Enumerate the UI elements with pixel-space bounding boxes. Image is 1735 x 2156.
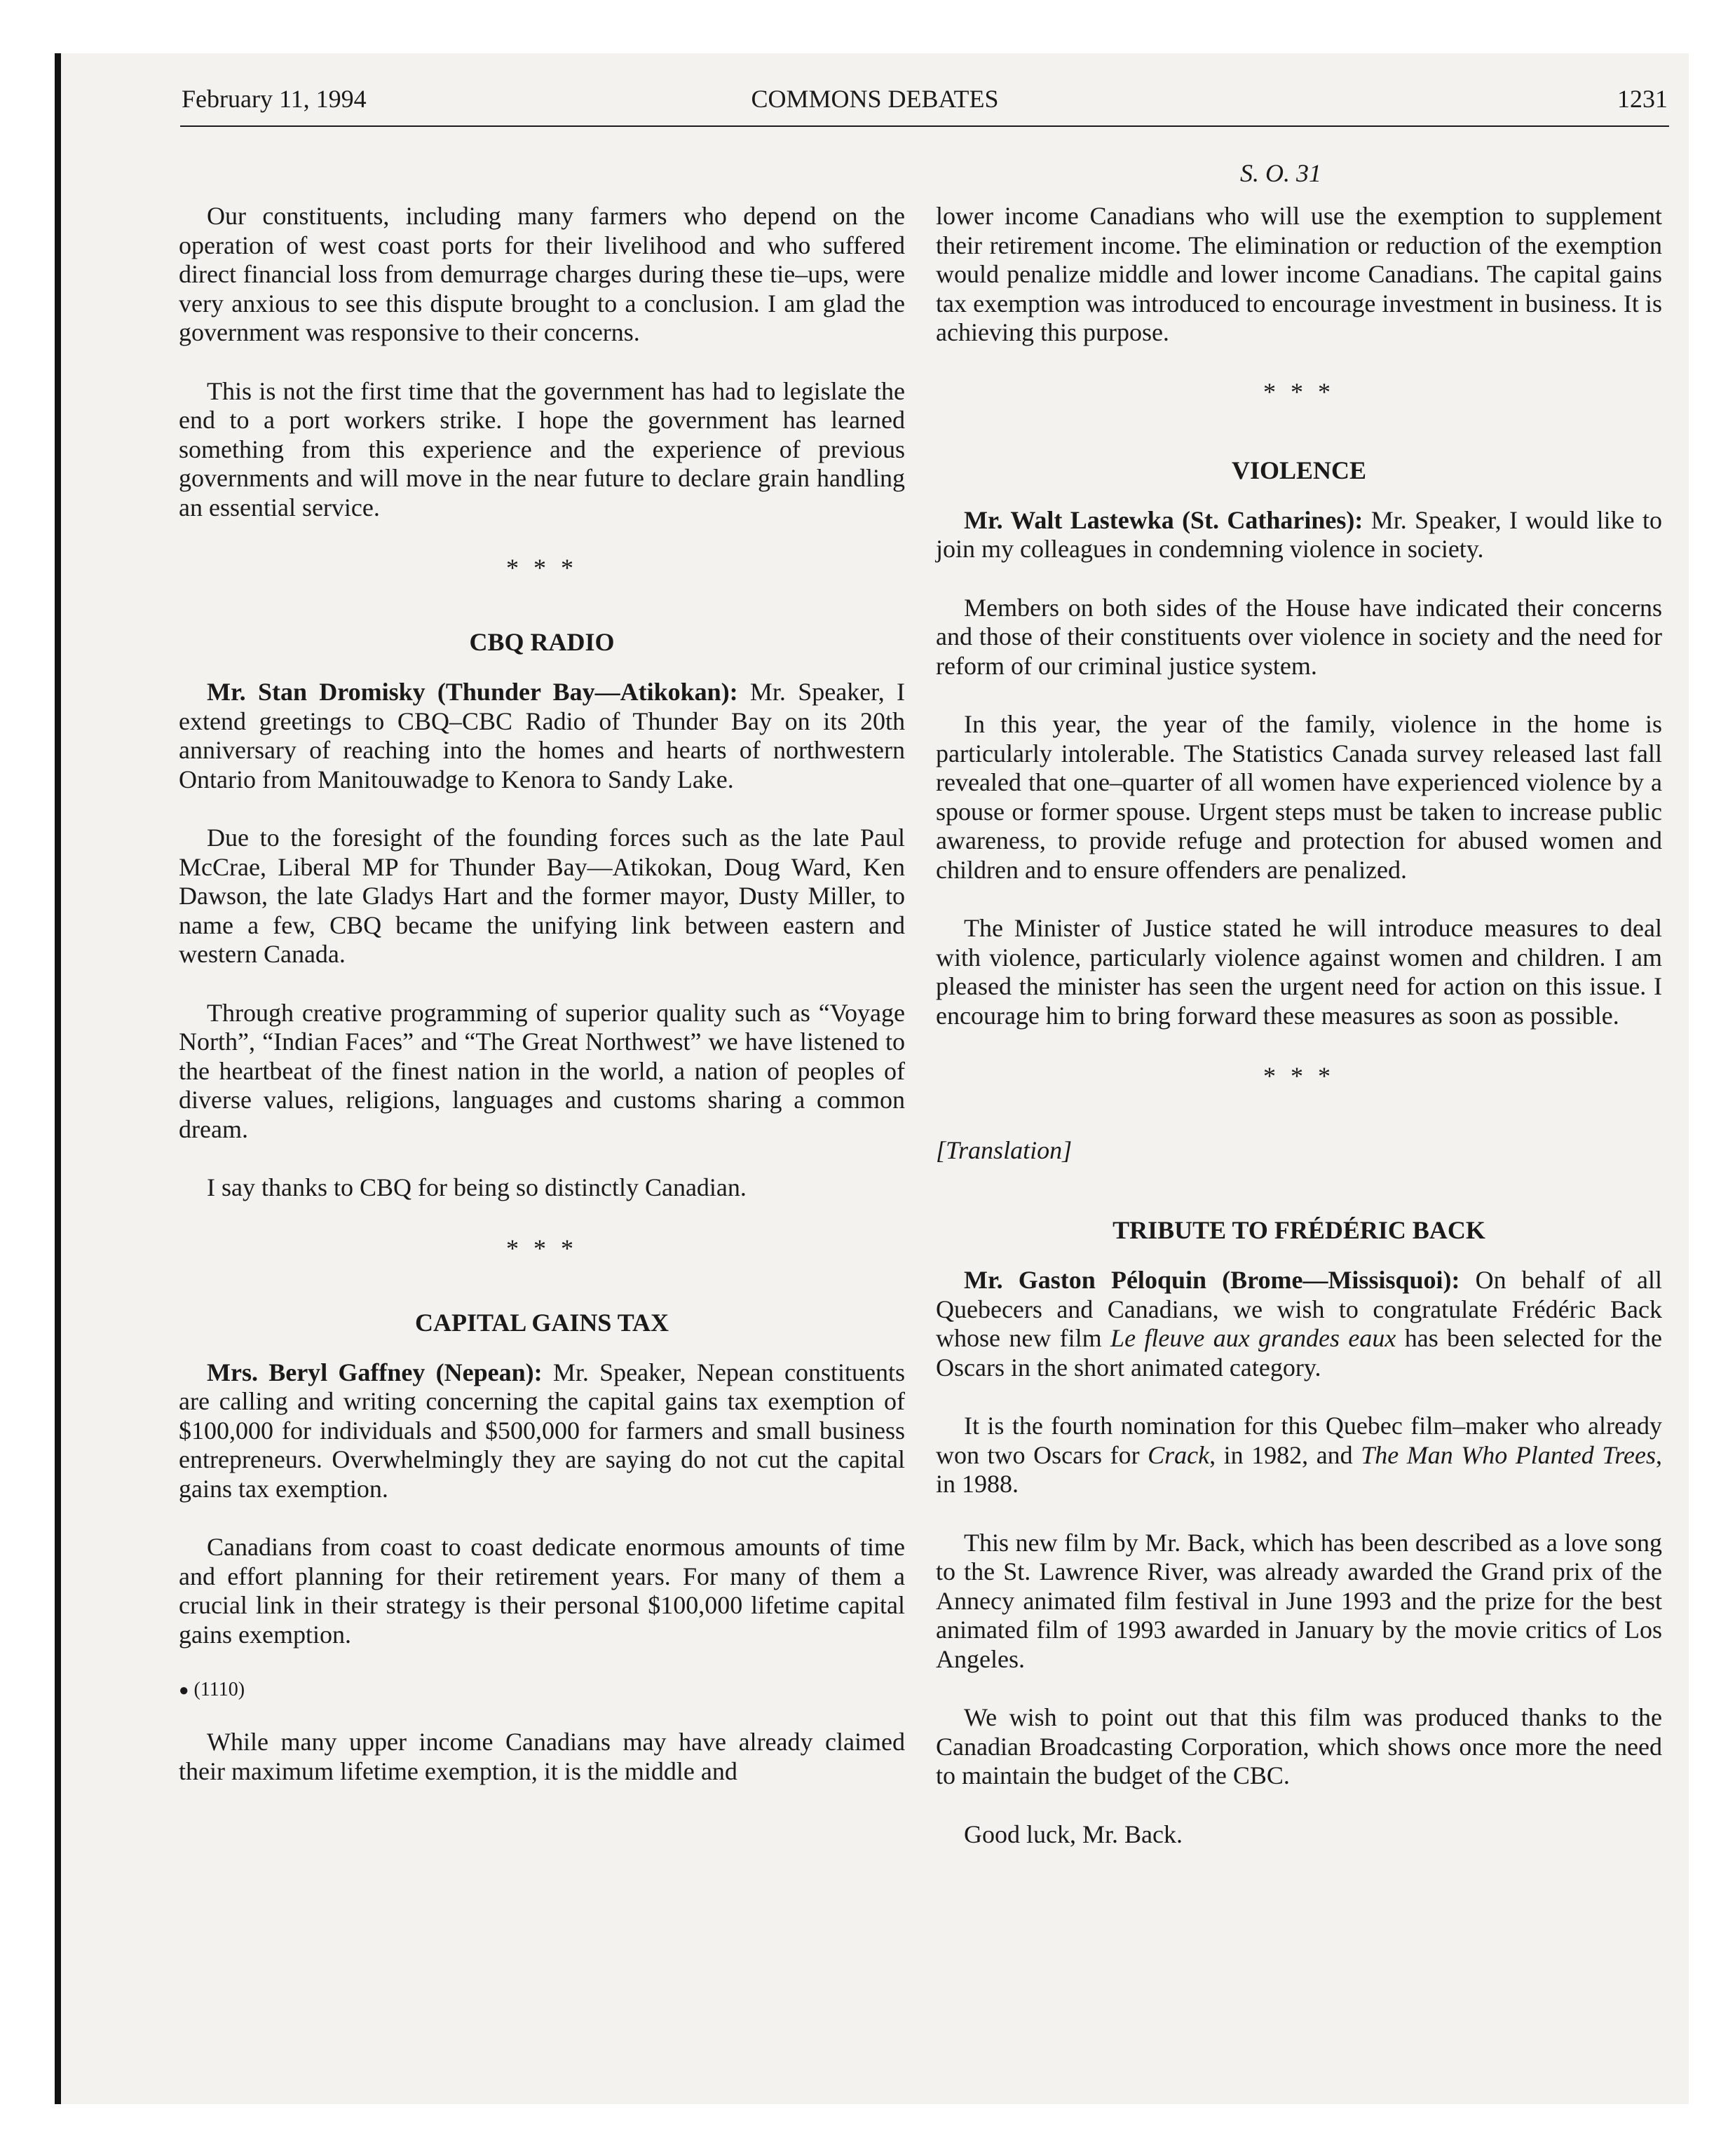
section-separator: * * * xyxy=(506,554,578,582)
film-title: Le fleuve aux grandes eaux xyxy=(1110,1324,1396,1352)
paragraph: In this year, the year of the family, violence in the home is particularly intolerable. The Statistics Canada survey released last fall revealed that one–quarter of all women have experienced violence by a spouse or former spouse. Urgent steps must be taken to increase public awareness, to provide refuge and protection for abused women and children and to ensure offenders are penalized. xyxy=(936,710,1662,884)
speech-text: Mr. Speaker, Nepean constituents are calling and writing concerning the capital gains tax exemption of $100,000 for individuals and $500,000 for farmers and small business entrepreneurs. Overwhelmingly they are saying do not cut the capital gains tax exemption. xyxy=(179,1358,906,1503)
speech-text: On behalf of all Quebecers and Canadians, we wish to congratulate Frédéric Back whose new film xyxy=(936,1266,1662,1352)
paragraph-continued: lower income Canadians who will use the exemption to supplement their retirement income. The elimination or reduction of the exemption would penalize middle and lower income Canadians. The capital gains tax exemption was introduced to encourage investment in business. It is achieving this purpose. xyxy=(936,202,1662,346)
section-separator: * * * xyxy=(1263,1062,1335,1090)
section-heading-tribute: TRIBUTE TO FRÉDÉRIC BACK xyxy=(1113,1216,1485,1244)
page-date: February 11, 1994 xyxy=(182,85,367,113)
paragraph xyxy=(936,1412,1662,1499)
section-heading-violence: VIOLENCE xyxy=(1231,456,1367,484)
bullet-icon: ● xyxy=(179,1681,189,1700)
paragraph: We wish to point out that this film was produced thanks to the Canadian Broadcasting Corporation, which shows once more the need to maintain the budget of the CBC. xyxy=(936,1703,1662,1789)
left-column xyxy=(179,202,905,1786)
paragraph: This new film by Mr. Back, which has been described as a love song to the St. Lawrence River, was already awarded the Grand prix of the Annecy animated film festival in June 1993 and the prize for the best animated film of 1993 awarded in January by the movie critics of Los Angeles. xyxy=(936,1528,1662,1673)
paragraph: The Minister of Justice stated he will introduce measures to deal with violence, particularly violence against women and children. I am pleased the minister has seen the urgent need for action on this issue. I encourage him to bring forward these measures as soon as possible. xyxy=(936,914,1662,1030)
paragraph: Through creative programming of superior quality such as “Voyage North”, “Indian Faces” and “The Great Northwest” we have listened to the heartbeat of the finest nation in the world, a nation of peoples of diverse values, religions, languages and customs sharing a common dream. xyxy=(179,998,905,1143)
speech-paragraph xyxy=(936,1266,1662,1382)
paragraph-text: , in 1988. xyxy=(936,1440,1662,1498)
paragraph: Members on both sides of the House have indicated their concerns and those of their constituents over violence in society and the need for reform of our criminal justice system. xyxy=(936,593,1662,680)
speaker-name: Mr. Gaston Péloquin (Brome—Missisquoi): xyxy=(964,1266,1460,1294)
right-column xyxy=(936,202,1662,1849)
speech-paragraph xyxy=(179,678,905,794)
paragraph: This is not the first time that the government has had to legislate the end to a port workers strike. I hope the government has learned something from this experience and the experience of previous governments and will move in the near future to declare grain handling an essential service. xyxy=(179,376,905,521)
film-title: The Man Who Planted Trees xyxy=(1361,1440,1656,1469)
paragraph-text: , in 1982, and xyxy=(1209,1440,1361,1469)
speech-paragraph xyxy=(179,1358,905,1504)
scanned-page xyxy=(55,53,1689,2104)
journal-title: COMMONS DEBATES xyxy=(751,85,999,113)
header-rule xyxy=(180,125,1669,127)
paragraph: Due to the foresight of the founding forces such as the late Paul McCrae, Liberal MP for Thunder Bay—Atikokan, Doug Ward, Ken Dawson, the late Gladys Hart and the former mayor, Dusty Miller, to name a few, CBQ became the unifying link between eastern and western Canada. xyxy=(179,824,905,968)
translation-note: [Translation] xyxy=(936,1136,1073,1164)
paragraph: I say thanks to CBQ for being so distinctly Canadian. xyxy=(207,1173,747,1201)
page-number: 1231 xyxy=(1617,85,1668,113)
section-label: S. O. 31 xyxy=(1240,159,1321,187)
speaker-name: Mr. Walt Lastewka (St. Catharines): xyxy=(964,505,1363,534)
speech-text: Mr. Speaker, I extend greetings to CBQ–CBC Radio of Thunder Bay on its 20th anniversary of reaching into the homes and hearts of northwestern Ontario from Manitouwadge to Kenora to Sandy Lake. xyxy=(179,678,906,793)
paragraph: Our constituents, including many farmers who depend on the operation of west coast ports for their livelihood and who suffered direct financial loss from demurrage charges during these tie–ups, were very anxious to see this dispute brought to a conclusion. I am glad the government was responsive to their concerns. xyxy=(179,202,905,346)
speech-paragraph xyxy=(936,506,1662,564)
section-heading-cbq-radio: CBQ RADIO xyxy=(469,628,615,656)
paragraph: While many upper income Canadians may have already claimed their maximum lifetime exemption, it is the middle and xyxy=(179,1728,905,1785)
section-separator: * * * xyxy=(1263,377,1335,406)
speaker-name: Mr. Stan Dromisky (Thunder Bay—Atikokan): xyxy=(207,678,738,706)
time-marker-text: (1110) xyxy=(193,1679,245,1700)
speech-text: Mr. Speaker, I would like to join my colleagues in condemning violence in society. xyxy=(936,505,1662,563)
paragraph: Canadians from coast to coast dedicate enormous amounts of time and effort planning for their retirement years. For many of them a crucial link in their strategy is their personal $100,000 lifetime capital gains exemption. xyxy=(179,1533,905,1649)
speaker-name: Mrs. Beryl Gaffney (Nepean): xyxy=(207,1358,543,1386)
closing-line: Good luck, Mr. Back. xyxy=(964,1820,1183,1848)
film-title: Crack xyxy=(1148,1440,1210,1469)
speech-text: has been selected for the Oscars in the short animated category. xyxy=(936,1324,1662,1381)
section-heading-capital-gains-tax: CAPITAL GAINS TAX xyxy=(414,1308,669,1337)
time-marker xyxy=(179,1679,905,1701)
paragraph-text: It is the fourth nomination for this Quebec film–maker who already won two Oscars for xyxy=(936,1412,1662,1469)
section-separator: * * * xyxy=(506,1234,578,1262)
